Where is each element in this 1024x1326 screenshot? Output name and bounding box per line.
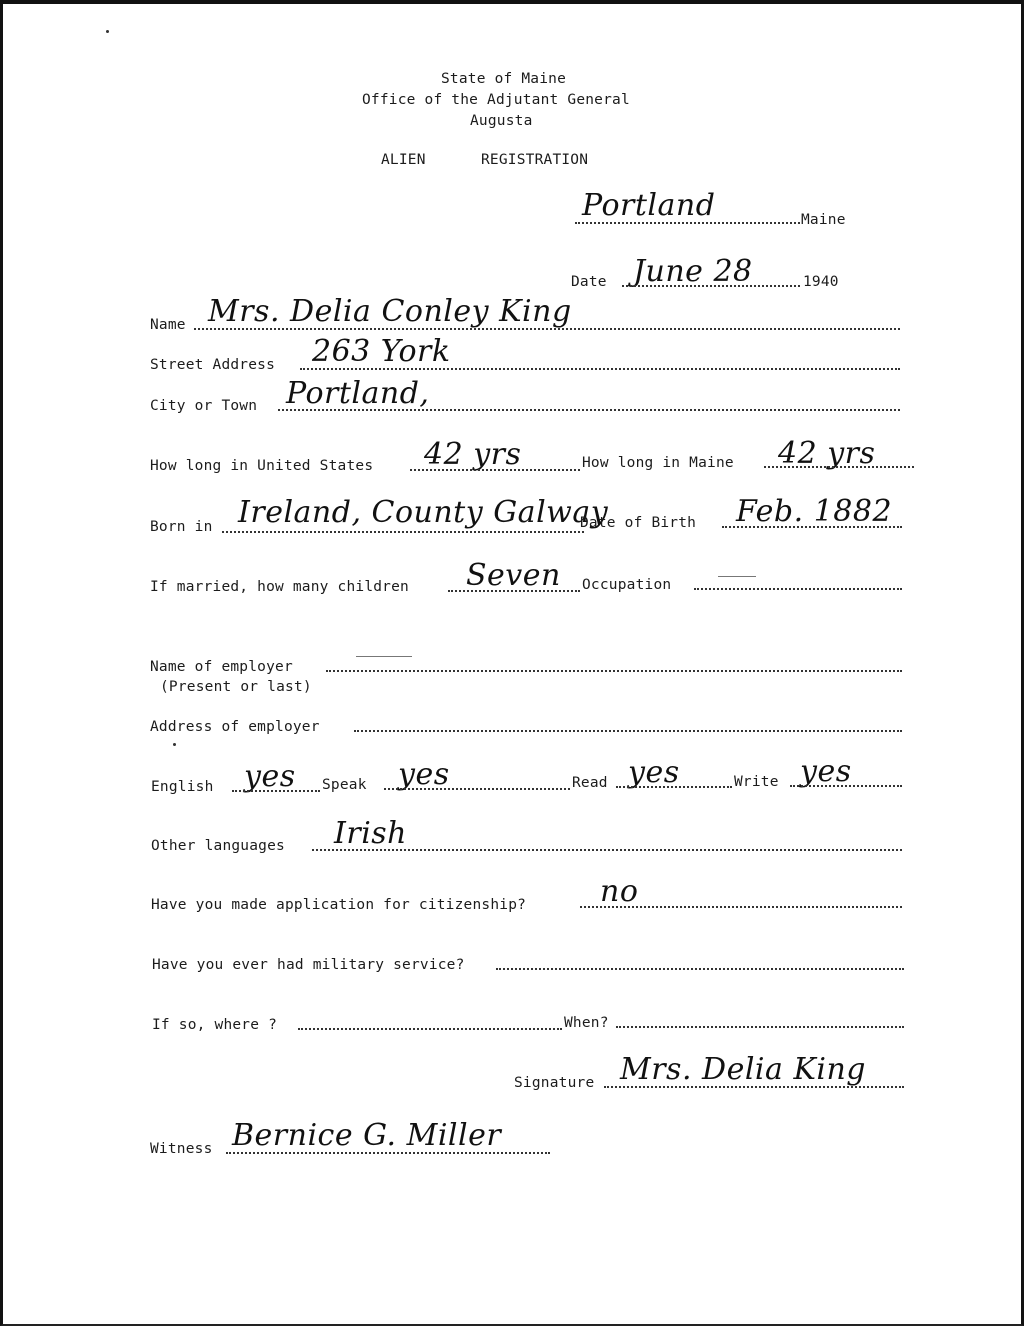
english-dots bbox=[232, 790, 320, 792]
other-lang-value: Irish bbox=[334, 816, 408, 851]
born-label: Born in bbox=[150, 519, 213, 535]
employer-label: Name of employer bbox=[150, 659, 293, 675]
name-value: Mrs. Delia Conley King bbox=[208, 294, 572, 329]
signature-dots bbox=[604, 1086, 904, 1088]
where-dots bbox=[298, 1028, 562, 1030]
date-value: June 28 bbox=[633, 254, 753, 289]
read-dots bbox=[616, 786, 732, 788]
write-value: yes bbox=[800, 754, 852, 789]
how-long-me-dots bbox=[764, 466, 914, 468]
how-long-me-value: 42 yrs bbox=[778, 436, 876, 471]
when-label: When? bbox=[564, 1015, 609, 1031]
citizenship-dots bbox=[580, 906, 902, 908]
occupation-dash bbox=[718, 576, 756, 577]
how-long-us-label: How long in United States bbox=[150, 458, 374, 474]
employer-dash bbox=[356, 656, 412, 657]
write-dots bbox=[790, 785, 902, 787]
employer-dots bbox=[326, 670, 902, 672]
employer-sub-label: (Present or last) bbox=[160, 679, 312, 695]
signature-label: Signature bbox=[514, 1075, 595, 1091]
witness-dots bbox=[226, 1152, 550, 1154]
name-label: Name bbox=[150, 317, 186, 333]
city-value: Portland, bbox=[286, 376, 430, 411]
place-suffix: Maine bbox=[801, 212, 846, 228]
other-lang-label: Other languages bbox=[151, 838, 285, 854]
english-label: English bbox=[151, 779, 214, 795]
ink-speck bbox=[106, 30, 109, 33]
how-long-me-label: How long in Maine bbox=[582, 455, 734, 471]
other-lang-dots bbox=[312, 849, 902, 851]
form-title-alien: ALIEN bbox=[381, 152, 426, 168]
date-dots bbox=[622, 285, 800, 287]
date-label: Date bbox=[571, 274, 607, 290]
speak-value: yes bbox=[398, 757, 450, 792]
dob-value: Feb. 1882 bbox=[736, 494, 893, 529]
signature-value: Mrs. Delia King bbox=[620, 1052, 866, 1087]
children-label: If married, how many children bbox=[150, 579, 409, 595]
children-value: Seven bbox=[466, 558, 561, 593]
military-label: Have you ever had military service? bbox=[152, 957, 465, 973]
citizenship-label: Have you made application for citizenship? bbox=[151, 897, 527, 913]
read-value: yes bbox=[628, 755, 680, 790]
write-label: Write bbox=[734, 774, 779, 790]
speak-label: Speak bbox=[322, 777, 367, 793]
header-office: Office of the Adjutant General bbox=[362, 92, 630, 108]
how-long-us-dots bbox=[410, 469, 580, 471]
children-dots bbox=[448, 590, 580, 592]
speak-dots bbox=[384, 788, 570, 790]
where-label: If so, where ? bbox=[152, 1017, 278, 1033]
occupation-label: Occupation bbox=[582, 577, 672, 593]
street-value: 263 York bbox=[312, 334, 451, 369]
place-value: Portland bbox=[582, 188, 716, 223]
witness-label: Witness bbox=[150, 1141, 213, 1157]
military-dots bbox=[496, 968, 904, 970]
employer-address-label: Address of employer bbox=[150, 719, 320, 735]
header-city: Augusta bbox=[470, 113, 533, 129]
witness-value: Bernice G. Miller bbox=[232, 1118, 502, 1153]
born-value: Ireland, County Galway bbox=[238, 495, 609, 530]
header-state: State of Maine bbox=[441, 71, 567, 87]
place-dots bbox=[575, 222, 800, 224]
ink-speck bbox=[173, 743, 176, 746]
occupation-dots bbox=[694, 588, 902, 590]
form-title-registration: REGISTRATION bbox=[481, 152, 589, 168]
date-year: 1940 bbox=[803, 274, 839, 290]
citizenship-value: no bbox=[600, 874, 639, 909]
read-label: Read bbox=[572, 775, 608, 791]
street-label: Street Address bbox=[150, 357, 276, 373]
dob-label: Date of Birth bbox=[580, 515, 697, 531]
name-dots bbox=[194, 328, 900, 330]
when-dots bbox=[616, 1026, 904, 1028]
english-value: yes bbox=[244, 759, 296, 794]
city-dots bbox=[278, 409, 900, 411]
street-dots bbox=[300, 368, 900, 370]
city-label: City or Town bbox=[150, 398, 258, 414]
how-long-us-value: 42 yrs bbox=[424, 437, 522, 472]
employer-address-dots bbox=[354, 730, 902, 732]
dob-dots bbox=[722, 526, 902, 528]
born-dots bbox=[222, 531, 584, 533]
